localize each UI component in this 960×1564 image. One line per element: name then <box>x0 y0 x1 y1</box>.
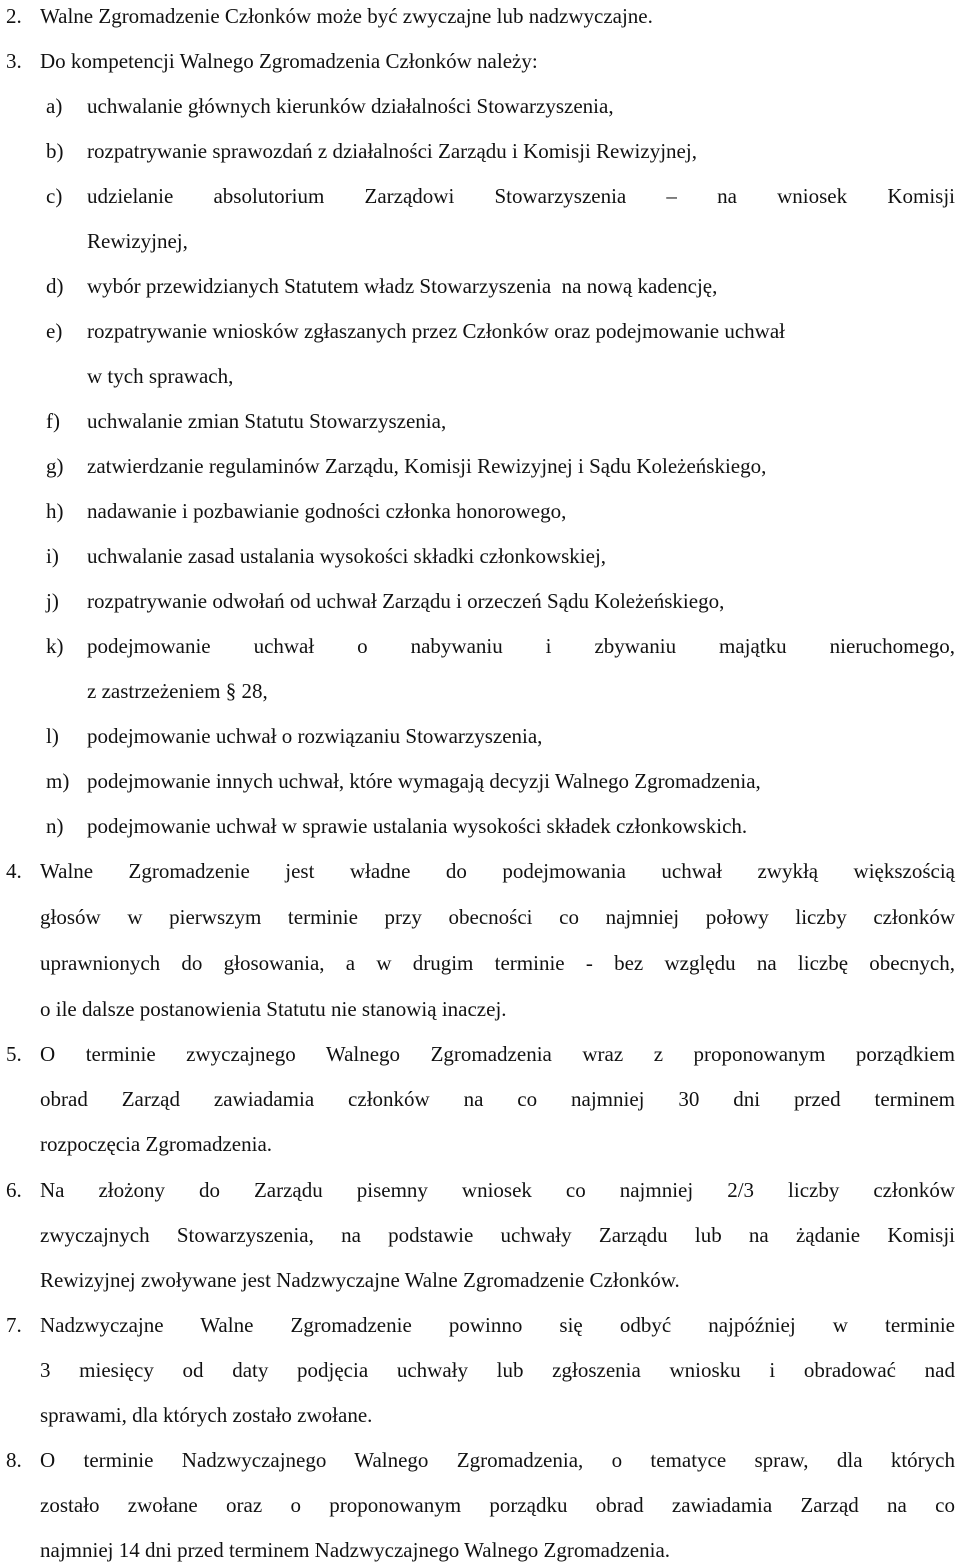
list-item-label: m) <box>46 769 70 793</box>
paragraph-number: 3. <box>6 49 22 73</box>
list-item-text: podejmowanie uchwał o nabywaniu i zbywaniu majątku nieruchomego, <box>87 634 955 658</box>
paragraph-line: Walne Zgromadzenie Członków może być zwyczajne lub nadzwyczajne. <box>40 4 653 28</box>
paragraph-number: 6. <box>6 1178 22 1202</box>
list-item-text: podejmowanie uchwał w sprawie ustalania wysokości składek członkowskich. <box>87 814 748 838</box>
paragraph-line: O terminie Nadzwyczajnego Walnego Zgromadzenia, o tematyce spraw, dla których <box>40 1448 955 1472</box>
list-item-label: d) <box>46 274 64 298</box>
paragraph-line: Do kompetencji Walnego Zgromadzenia Członków należy: <box>40 49 538 73</box>
list-item-label: e) <box>46 319 63 343</box>
list-item-text: rozpatrywanie wniosków zgłaszanych przez Członków oraz podejmowanie uchwał <box>87 319 785 343</box>
list-item-text: udzielanie absolutorium Zarządowi Stowarzyszenia – na wniosek Komisji <box>87 184 955 208</box>
list-item-label: i) <box>46 544 59 568</box>
paragraph-line: sprawami, dla których zostało zwołane. <box>40 1403 373 1427</box>
paragraph-line: uprawnionych do głosowania, a w drugim terminie - bez względu na liczbę obecnych, <box>40 951 955 975</box>
paragraph-line: Na złożony do Zarządu pisemny wniosek co najmniej 2/3 liczby członków <box>40 1178 955 1202</box>
paragraph-number: 2. <box>6 4 22 28</box>
list-item-text: nadawanie i pozbawianie godności członka honorowego, <box>87 499 567 523</box>
list-item-text: rozpatrywanie odwołań od uchwał Zarządu i orzeczeń Sądu Koleżeńskiego, <box>87 589 725 613</box>
list-item-label: b) <box>46 139 64 163</box>
paragraph-line: O terminie zwyczajnego Walnego Zgromadzenia wraz z proponowanym porządkiem <box>40 1042 955 1066</box>
list-item-text: Rewizyjnej, <box>87 229 188 253</box>
list-item-label: h) <box>46 499 64 523</box>
list-item-label: l) <box>46 724 59 748</box>
paragraph-number: 4. <box>6 859 22 883</box>
list-item-text: w tych sprawach, <box>87 364 234 388</box>
list-item-text: zatwierdzanie regulaminów Zarządu, Komisji Rewizyjnej i Sądu Koleżeńskiego, <box>87 454 767 478</box>
list-item-text: rozpatrywanie sprawozdań z działalności Zarządu i Komisji Rewizyjnej, <box>87 139 697 163</box>
paragraph-line: głosów w pierwszym terminie przy obecności co najmniej połowy liczby członków <box>40 905 955 929</box>
paragraph-number: 5. <box>6 1042 22 1066</box>
list-item-label: j) <box>46 589 59 613</box>
list-item-label: f) <box>46 409 60 433</box>
paragraph-line: o ile dalsze postanowienia Statutu nie stanowią inaczej. <box>40 997 507 1021</box>
paragraph-line: 3 miesięcy od daty podjęcia uchwały lub zgłoszenia wniosku i obradować nad <box>40 1358 955 1382</box>
list-item-text: uchwalanie zasad ustalania wysokości składki członkowskiej, <box>87 544 607 568</box>
list-item-text: podejmowanie innych uchwał, które wymagają decyzji Walnego Zgromadzenia, <box>87 769 761 793</box>
list-item-text: wybór przewidzianych Statutem władz Stowarzyszenia na nową kadencję, <box>87 274 718 298</box>
paragraph-line: Rewizyjnej zwoływane jest Nadzwyczajne Walne Zgromadzenie Członków. <box>40 1268 680 1292</box>
list-item-label: g) <box>46 454 64 478</box>
paragraph-line: najmniej 14 dni przed terminem Nadzwyczajnego Walnego Zgromadzenia. <box>40 1538 671 1562</box>
paragraph-line: zwyczajnych Stowarzyszenia, na podstawie uchwały Zarządu lub na żądanie Komisji <box>40 1223 955 1247</box>
paragraph-line: Walne Zgromadzenie jest władne do podejmowania uchwał zwykłą większością <box>40 859 955 883</box>
list-item-label: c) <box>46 184 63 208</box>
paragraph-line: zostało zwołane oraz o proponowanym porządku obrad zawiadamia Zarząd na co <box>40 1493 955 1517</box>
paragraph-line: Nadzwyczajne Walne Zgromadzenie powinno się odbyć najpóźniej w terminie <box>40 1313 955 1337</box>
list-item-text: uchwalanie głównych kierunków działalności Stowarzyszenia, <box>87 94 614 118</box>
list-item-text: podejmowanie uchwał o rozwiązaniu Stowarzyszenia, <box>87 724 543 748</box>
list-item-label: n) <box>46 814 64 838</box>
paragraph-number: 8. <box>6 1448 22 1472</box>
list-item-label: k) <box>46 634 64 658</box>
paragraph-line: rozpoczęcia Zgromadzenia. <box>40 1132 273 1156</box>
list-item-text: uchwalanie zmian Statutu Stowarzyszenia, <box>87 409 447 433</box>
paragraph-line: obrad Zarząd zawiadamia członków na co najmniej 30 dni przed terminem <box>40 1087 955 1111</box>
paragraph-number: 7. <box>6 1313 22 1337</box>
list-item-label: a) <box>46 94 63 118</box>
list-item-text: z zastrzeżeniem § 28, <box>87 679 268 703</box>
